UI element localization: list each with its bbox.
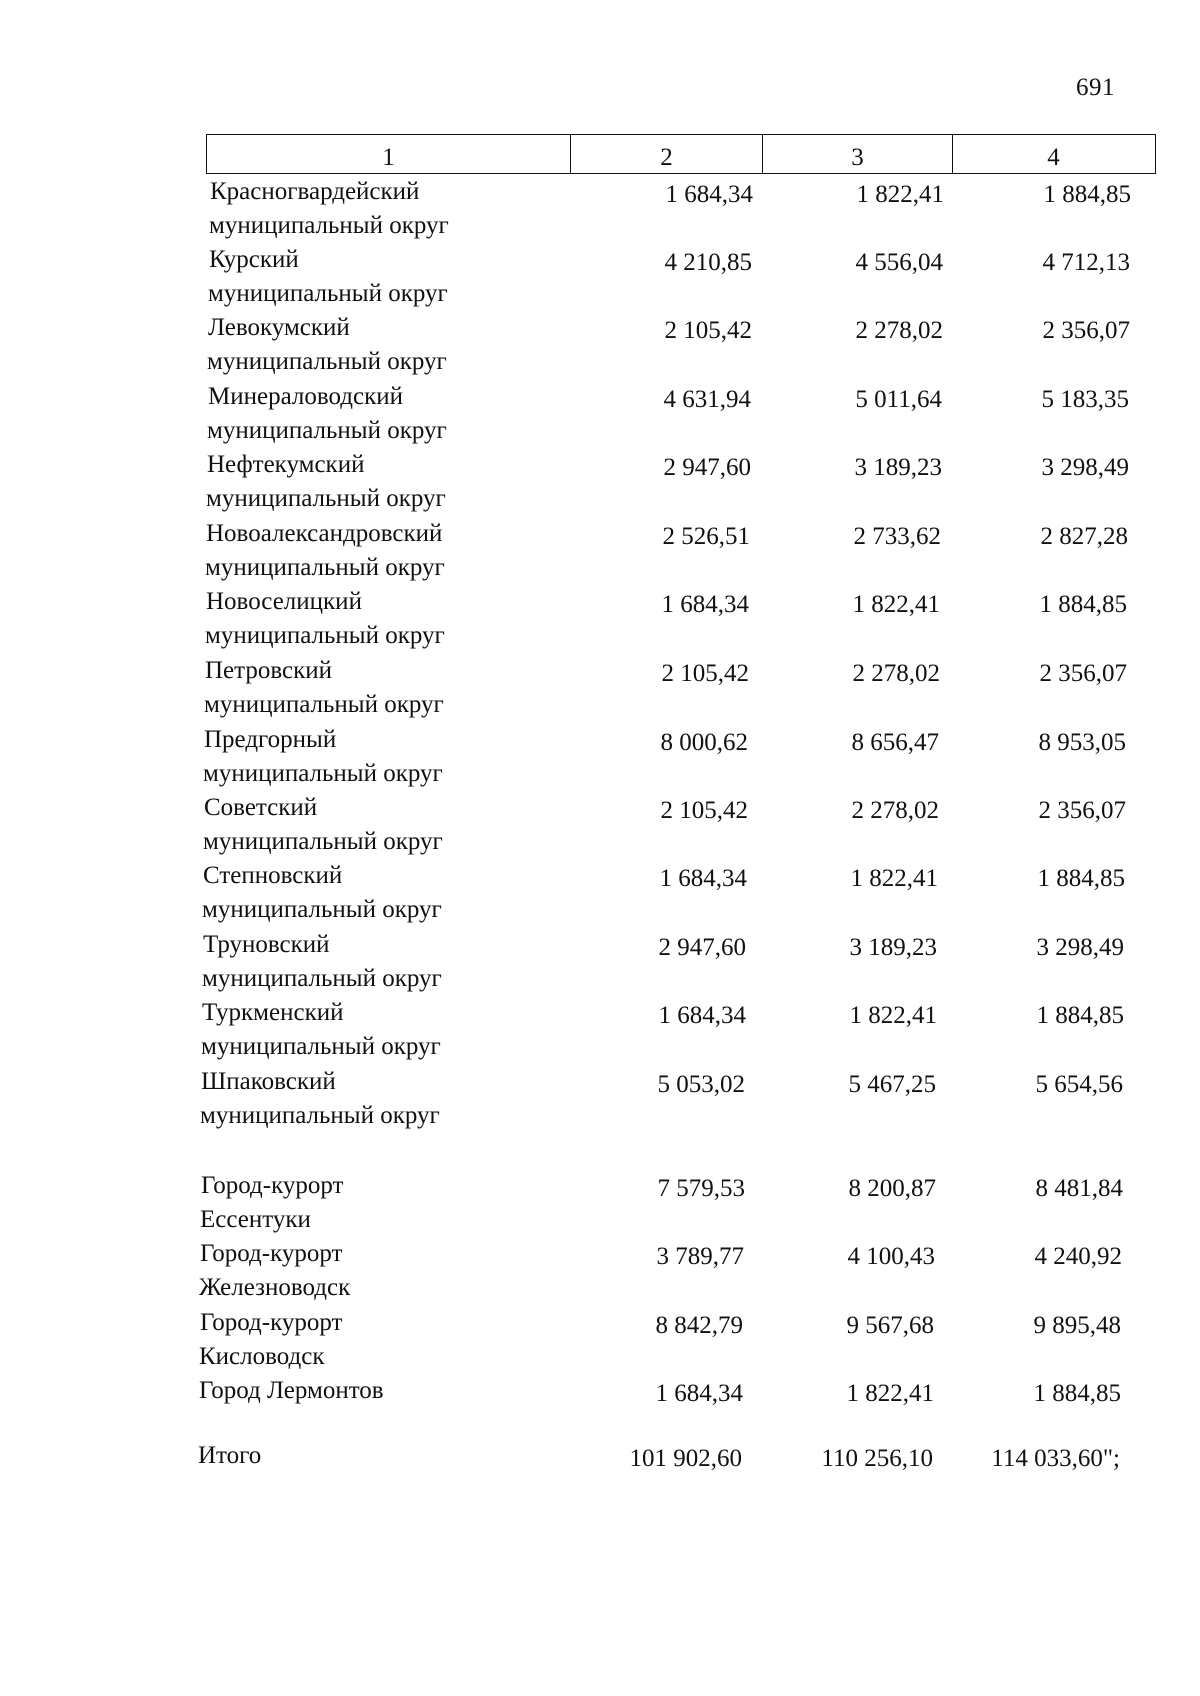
- cell-col-4: 2 827,28: [1040, 523, 1128, 550]
- cell-col-4: 1 884,85: [1033, 1380, 1121, 1407]
- cell-col-3: 4 556,04: [855, 249, 943, 276]
- cell-col-2: 1 684,34: [658, 1002, 746, 1029]
- cell-col-2: 4 210,85: [664, 249, 752, 276]
- table-row: [0, 245, 1200, 313]
- cell-col-3: 110 256,10: [821, 1445, 933, 1472]
- cell-col-4: 5 183,35: [1041, 386, 1129, 413]
- table-row: [0, 1441, 1200, 1509]
- table-header: [206, 134, 1156, 174]
- row-name: Степновский: [203, 862, 343, 889]
- cell-col-3: 1 822,41: [850, 865, 938, 892]
- table-row: [0, 1376, 1200, 1444]
- cell-col-2: 2 526,51: [662, 523, 750, 550]
- row-name-continuation: Ессентуки: [200, 1206, 311, 1233]
- cell-col-2: 5 053,02: [657, 1071, 745, 1098]
- table-row: [0, 519, 1200, 587]
- row-name-continuation: муниципальный округ: [205, 554, 445, 581]
- cell-col-3: 2 733,62: [853, 523, 941, 550]
- cell-col-3: 1 822,41: [856, 181, 944, 208]
- row-name: Предгорный: [204, 726, 337, 753]
- cell-col-4: 4 240,92: [1034, 1243, 1122, 1270]
- cell-col-4: 114 033,60";: [991, 1445, 1120, 1472]
- cell-col-4: 2 356,07: [1038, 797, 1126, 824]
- table-row: [0, 793, 1200, 861]
- row-name: Туркменский: [202, 999, 344, 1026]
- row-name-continuation: муниципальный округ: [206, 485, 446, 512]
- row-name: Город-курорт: [200, 1309, 343, 1336]
- row-name-continuation: муниципальный округ: [202, 896, 442, 923]
- cell-col-3: 4 100,43: [847, 1243, 935, 1270]
- cell-col-3: 1 822,41: [852, 591, 940, 618]
- cell-col-3: 1 822,41: [849, 1002, 937, 1029]
- cell-col-2: 2 105,42: [661, 660, 749, 687]
- cell-col-2: 101 902,60: [629, 1445, 742, 1472]
- row-name: Новоселицкий: [206, 588, 362, 615]
- row-name-continuation: муниципальный округ: [204, 691, 444, 718]
- row-name-continuation: муниципальный округ: [203, 760, 443, 787]
- cell-col-2: 1 684,34: [661, 591, 749, 618]
- cell-col-2: 2 947,60: [663, 454, 751, 481]
- row-name-continuation: муниципальный округ: [200, 1102, 440, 1129]
- cell-col-3: 9 567,68: [846, 1312, 934, 1339]
- table-row: [0, 1067, 1200, 1135]
- row-name: Новоалександровский: [206, 520, 443, 547]
- cell-col-3: 5 467,25: [848, 1071, 936, 1098]
- cell-col-2: 2 947,60: [658, 934, 746, 961]
- row-name: Шпаковский: [201, 1068, 336, 1095]
- cell-col-4: 4 712,13: [1042, 249, 1130, 276]
- cell-col-4: 3 298,49: [1041, 454, 1129, 481]
- cell-col-4: 1 884,85: [1043, 181, 1131, 208]
- row-name-continuation: муниципальный округ: [209, 212, 449, 239]
- row-name-continuation: муниципальный округ: [208, 280, 448, 307]
- table-row: [0, 177, 1200, 245]
- table-row: [0, 313, 1200, 381]
- table-row: [0, 1239, 1200, 1307]
- cell-col-3: 3 189,23: [849, 934, 937, 961]
- row-name-continuation: муниципальный округ: [203, 828, 443, 855]
- cell-col-4: 8 953,05: [1038, 729, 1126, 756]
- cell-col-2: 7 579,53: [657, 1175, 745, 1202]
- row-name-continuation: муниципальный округ: [201, 1033, 441, 1060]
- row-name-continuation: Кисловодск: [199, 1343, 325, 1370]
- cell-col-3: 8 656,47: [851, 729, 939, 756]
- table-row: [0, 1308, 1200, 1376]
- cell-col-2: 1 684,34: [655, 1380, 743, 1407]
- row-name-continuation: Железноводск: [199, 1274, 351, 1301]
- header-col-3: 3: [763, 135, 953, 173]
- row-name: Курский: [209, 246, 299, 273]
- cell-col-2: 1 684,34: [665, 181, 753, 208]
- table-row: [0, 587, 1200, 655]
- header-col-2: 2: [571, 135, 763, 173]
- cell-col-4: 1 884,85: [1039, 591, 1127, 618]
- table-row: [0, 930, 1200, 998]
- row-name-continuation: муниципальный округ: [205, 622, 445, 649]
- row-name: Город-курорт: [201, 1172, 344, 1199]
- cell-col-3: 3 189,23: [854, 454, 942, 481]
- page-number: 691: [1076, 74, 1115, 101]
- row-name-continuation: муниципальный округ: [207, 348, 447, 375]
- row-name-continuation: муниципальный округ: [202, 965, 442, 992]
- cell-col-4: 8 481,84: [1035, 1175, 1123, 1202]
- table-row: [0, 656, 1200, 724]
- cell-col-2: 8 842,79: [655, 1312, 743, 1339]
- cell-col-2: 4 631,94: [663, 386, 751, 413]
- cell-col-2: 2 105,42: [660, 797, 748, 824]
- row-name: Труновский: [203, 931, 330, 958]
- table-row: [0, 1171, 1200, 1239]
- row-name: Красногвардейский: [210, 178, 420, 205]
- cell-col-4: 9 895,48: [1033, 1312, 1121, 1339]
- cell-col-4: 2 356,07: [1039, 660, 1127, 687]
- row-name: Левокумский: [208, 314, 350, 341]
- table-row: [0, 450, 1200, 518]
- cell-col-3: 2 278,02: [851, 797, 939, 824]
- cell-col-2: 3 789,77: [656, 1243, 744, 1270]
- row-name: Минераловодский: [208, 383, 404, 410]
- table-row: [0, 725, 1200, 793]
- header-col-1: 1: [207, 135, 571, 173]
- cell-col-2: 8 000,62: [660, 729, 748, 756]
- cell-col-3: 5 011,64: [855, 386, 942, 413]
- cell-col-4: 5 654,56: [1035, 1071, 1123, 1098]
- row-name: Город-курорт: [200, 1240, 343, 1267]
- table-row: [0, 382, 1200, 450]
- row-name: Город Лермонтов: [199, 1377, 384, 1404]
- row-name: Итого: [198, 1442, 262, 1469]
- row-name-continuation: муниципальный округ: [207, 417, 447, 444]
- row-name: Нефтекумский: [207, 451, 365, 478]
- cell-col-4: 1 884,85: [1036, 1002, 1124, 1029]
- cell-col-3: 2 278,02: [852, 660, 940, 687]
- table-row: [0, 861, 1200, 929]
- cell-col-2: 2 105,42: [664, 317, 752, 344]
- cell-col-4: 3 298,49: [1036, 934, 1124, 961]
- cell-col-3: 2 278,02: [855, 317, 943, 344]
- cell-col-3: 8 200,87: [848, 1175, 936, 1202]
- table-row: [0, 998, 1200, 1066]
- cell-col-4: 2 356,07: [1042, 317, 1130, 344]
- header-col-4: 4: [1047, 144, 1060, 171]
- cell-col-2: 1 684,34: [659, 865, 747, 892]
- row-name: Советский: [204, 794, 318, 821]
- cell-col-3: 1 822,41: [846, 1380, 934, 1407]
- cell-col-4: 1 884,85: [1037, 865, 1125, 892]
- row-name: Петровский: [205, 657, 333, 684]
